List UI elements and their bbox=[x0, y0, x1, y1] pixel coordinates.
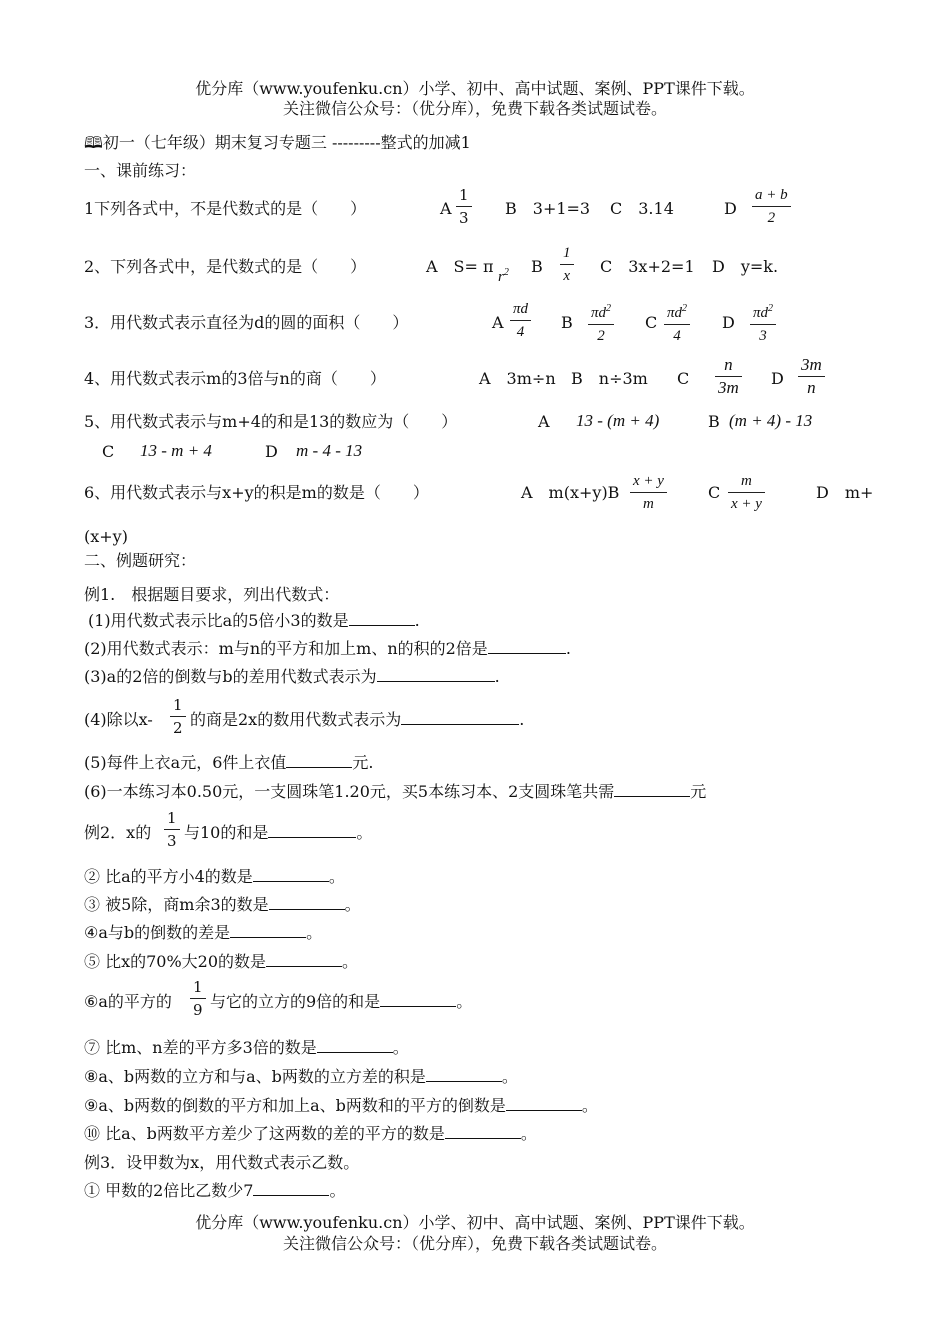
answer-blank[interactable] bbox=[286, 753, 352, 768]
ex1-item-3: (3)a的2倍的倒数与b的差用代数式表示为 . bbox=[84, 667, 500, 686]
answer-blank[interactable] bbox=[230, 923, 306, 938]
ex1-item-1: (1)用代数式表示比a的5倍小3的数是 . bbox=[88, 611, 420, 630]
ex2-item-5: ⑤ 比x的70%大20的数是 。 bbox=[84, 952, 359, 971]
q3-option-d-fraction bbox=[750, 300, 776, 345]
q1-option-c: C 3.14 bbox=[610, 199, 674, 218]
q3-b-denominator: 2 bbox=[597, 328, 605, 344]
answer-blank[interactable] bbox=[614, 782, 690, 797]
ex2-item-6: 与它的立方的9倍的和是 。 bbox=[210, 992, 473, 1011]
q4-d-denominator: n bbox=[807, 378, 816, 397]
q6-c-denominator: x + y bbox=[731, 496, 762, 512]
ex2-item-10: ⑩ 比a、b两数平方差少了这两数的差的平方的数是 。 bbox=[84, 1124, 537, 1143]
answer-blank[interactable] bbox=[445, 1124, 521, 1139]
ex2-item-1: 与10的和是 。 bbox=[184, 823, 373, 842]
ex2-item-3: ③ 被5除，商m余3的数是 。 bbox=[84, 895, 361, 914]
ex1-item-6: (6)一本练习本0.50元，一支圆珠笔1.20元，买5本练习本、2支圆珠笔共需 元 bbox=[84, 782, 707, 801]
q4-d-numerator: 3m bbox=[801, 355, 822, 374]
answer-blank[interactable] bbox=[349, 611, 415, 626]
q1-stem: 1下列各式中，不是代数式的是（ ） bbox=[84, 199, 367, 218]
fraction-bar bbox=[456, 206, 472, 207]
q5-option-d-label: D bbox=[265, 442, 278, 461]
q2-b-numerator: 1 bbox=[563, 245, 571, 261]
ex2-item-1-fraction bbox=[164, 809, 180, 850]
ex2-frac-numerator: 1 bbox=[193, 978, 203, 996]
fraction-bar bbox=[630, 492, 667, 493]
answer-blank[interactable] bbox=[506, 1096, 582, 1111]
ex2-item-6-fraction bbox=[190, 978, 206, 1019]
q4-option-d-fraction bbox=[798, 356, 825, 397]
q3-option-c-label: C bbox=[645, 313, 658, 332]
q1-a-denominator: 3 bbox=[459, 209, 469, 227]
fraction-bar bbox=[588, 324, 614, 325]
fraction-bar bbox=[728, 492, 765, 493]
q3-c-numerator: $\pi d^2$ bbox=[667, 303, 688, 321]
q4-c-denominator: 3m bbox=[718, 378, 739, 397]
section-heading-1: 一、课前练习： bbox=[84, 161, 197, 180]
footer-line-2: 关注微信公众号：（优分库），免费下载各类试题试卷。 bbox=[282, 1234, 667, 1253]
ex2-item-4: ④a与b的倒数的差是 。 bbox=[84, 923, 323, 942]
ex2-item-9: ⑨a、b两数的倒数的平方和加上a、b两数和的平方的倒数是 。 bbox=[84, 1096, 598, 1115]
q1-d-numerator: a + b bbox=[755, 187, 788, 203]
q1-d-denominator: 2 bbox=[767, 210, 776, 226]
q5-option-c-expr: 13 - m + 4 bbox=[140, 441, 212, 460]
q4-option-a: A 3m÷n bbox=[479, 369, 556, 388]
fraction-bar bbox=[510, 320, 531, 321]
answer-blank[interactable] bbox=[269, 895, 345, 910]
q2-option-b-fraction bbox=[560, 244, 574, 285]
q4-option-b: B n÷3m bbox=[571, 369, 648, 388]
fraction-bar bbox=[750, 324, 776, 325]
q5-option-a-expr: 13 - (m + 4) bbox=[576, 411, 660, 430]
q3-option-a-fraction bbox=[510, 300, 531, 341]
header-line-2: 关注微信公众号：（优分库），免费下载各类试题试卷。 bbox=[282, 99, 667, 118]
ex2-item-6-prefix: ⑥a的平方的 bbox=[84, 992, 172, 1011]
fraction-bar bbox=[560, 264, 574, 265]
q6-b-denominator: m bbox=[643, 496, 654, 512]
q5-option-b-label: B bbox=[708, 412, 720, 431]
q3-option-c-fraction bbox=[664, 300, 690, 345]
q5-option-a-label: A bbox=[538, 412, 550, 431]
ex2-item-2: ② 比a的平方小4的数是 。 bbox=[84, 867, 345, 886]
q4-option-c-fraction bbox=[715, 356, 742, 397]
q3-option-d-label: D bbox=[722, 313, 735, 332]
answer-blank[interactable] bbox=[268, 823, 356, 838]
q4-option-d-label: D bbox=[771, 369, 784, 388]
q4-c-numerator: n bbox=[724, 355, 733, 374]
q3-c-denominator: 4 bbox=[673, 328, 681, 344]
ex1-item-4-fraction bbox=[170, 696, 186, 737]
ex1-item-4-prefix: (4)除以x- bbox=[84, 710, 153, 729]
page-title: 🕮初一（七年级）期末复习专题三 ---------整式的加减1 bbox=[84, 133, 471, 152]
q5-stem: 5、用代数式表示与m+4的和是13的数应为（ ） bbox=[84, 412, 458, 431]
fraction-bar bbox=[164, 829, 180, 830]
q1-option-a-label: A bbox=[440, 199, 452, 218]
q5-option-d-expr: m - 4 - 13 bbox=[296, 441, 363, 460]
answer-blank[interactable] bbox=[317, 1038, 393, 1053]
q3-stem: 3．用代数式表示直径为d的圆的面积（ ） bbox=[84, 313, 409, 332]
ex1-item-2: (2)用代数式表示：m与n的平方和加上m、n的积的2倍是 . bbox=[84, 639, 571, 658]
ex1-frac-denominator: 2 bbox=[173, 719, 183, 737]
ex3-title: 例3．设甲数为x，用代数式表示乙数。 bbox=[84, 1153, 360, 1172]
q2-option-c: C 3x+2=1 bbox=[600, 257, 695, 276]
q4-option-c-label: C bbox=[677, 369, 690, 388]
q1-a-numerator: 1 bbox=[459, 186, 469, 204]
answer-blank[interactable] bbox=[253, 1181, 329, 1196]
q3-d-numerator: $\pi d^2$ bbox=[753, 303, 774, 321]
q6-option-b-fraction bbox=[630, 472, 667, 513]
fraction-bar bbox=[170, 716, 186, 717]
answer-blank[interactable] bbox=[426, 1067, 502, 1082]
footer-line-1: 优分库（www.youfenku.cn）小学、初中、高中试题、案例、PPT课件下载。 bbox=[195, 1213, 755, 1232]
q1-option-d-label: D bbox=[724, 199, 737, 218]
fraction-bar bbox=[664, 324, 690, 325]
answer-blank[interactable] bbox=[266, 952, 342, 967]
q6-stem: 6、用代数式表示与x+y的积是m的数是（ ） bbox=[84, 483, 429, 502]
q1-option-b: B 3+1=3 bbox=[505, 199, 591, 218]
q2-b-denominator: x bbox=[563, 268, 571, 284]
q1-option-d-fraction bbox=[752, 186, 791, 227]
q1-option-a-fraction bbox=[456, 186, 472, 227]
section-heading-2: 二、例题研究： bbox=[84, 551, 197, 570]
q2-option-d: D y=k. bbox=[712, 257, 779, 276]
ex1-item-5: (5)每件上衣a元，6件上衣值 元. bbox=[84, 753, 374, 772]
fraction-bar bbox=[190, 998, 206, 999]
ex1-item-4: 的商是2x的数用代数式表示为 . bbox=[190, 710, 525, 729]
q6-option-a: A m(x+y)B bbox=[521, 483, 620, 502]
fraction-bar bbox=[715, 376, 742, 377]
q4-stem: 4、用代数式表示m的3倍与n的商（ ） bbox=[84, 369, 386, 388]
ex2-item-8: ⑧a、b两数的立方和与a、b两数的立方差的积是 。 bbox=[84, 1067, 518, 1086]
q2-option-a-r: $r^2$ bbox=[498, 267, 509, 285]
fraction-bar bbox=[798, 376, 825, 377]
q3-option-a-label: A bbox=[492, 313, 504, 332]
ex3-item-1: ① 甲数的2倍比乙数少7 。 bbox=[84, 1181, 346, 1200]
q6-option-c-fraction bbox=[728, 472, 765, 513]
answer-blank[interactable] bbox=[401, 710, 519, 725]
q6-c-numerator: m bbox=[741, 473, 752, 489]
q3-option-b-fraction bbox=[588, 300, 614, 345]
q5-option-c-label: C bbox=[102, 442, 115, 461]
ex1-title: 例1. 根据题目要求，列出代数式： bbox=[84, 585, 340, 604]
q3-a-denominator: 4 bbox=[516, 324, 525, 340]
q3-d-denominator: 3 bbox=[759, 328, 767, 344]
ex2-frac-numerator: 1 bbox=[167, 809, 177, 827]
q3-b-numerator: $\pi d^2$ bbox=[591, 303, 612, 321]
q6-option-d: D m+ bbox=[816, 483, 874, 502]
header-line-1: 优分库（www.youfenku.cn）小学、初中、高中试题、案例、PPT课件下载。 bbox=[195, 79, 755, 98]
q6-option-d-continued: (x+y) bbox=[84, 527, 128, 546]
q6-option-c-label: C bbox=[708, 483, 721, 502]
answer-blank[interactable] bbox=[380, 992, 456, 1007]
answer-blank[interactable] bbox=[377, 667, 495, 682]
q3-a-numerator: πd bbox=[513, 301, 529, 317]
q2-option-a: A S= π bbox=[426, 257, 494, 276]
q6-b-numerator: x + y bbox=[633, 473, 664, 489]
answer-blank[interactable] bbox=[253, 867, 329, 882]
ex1-frac-numerator: 1 bbox=[173, 696, 183, 714]
q3-option-b-label: B bbox=[561, 313, 573, 332]
ex2-item-1-prefix: 例2．x的 bbox=[84, 823, 152, 842]
ex2-frac-denominator: 3 bbox=[167, 832, 177, 850]
fraction-bar bbox=[752, 206, 791, 207]
q5-option-b-expr: (m + 4) - 13 bbox=[729, 411, 813, 430]
answer-blank[interactable] bbox=[488, 639, 566, 654]
q2-stem: 2、下列各式中，是代数式的是（ ） bbox=[84, 257, 367, 276]
ex2-frac-denominator: 9 bbox=[193, 1001, 203, 1019]
q2-option-b-label: B bbox=[531, 257, 543, 276]
ex2-item-7: ⑦ 比m、n差的平方多3倍的数是 。 bbox=[84, 1038, 409, 1057]
